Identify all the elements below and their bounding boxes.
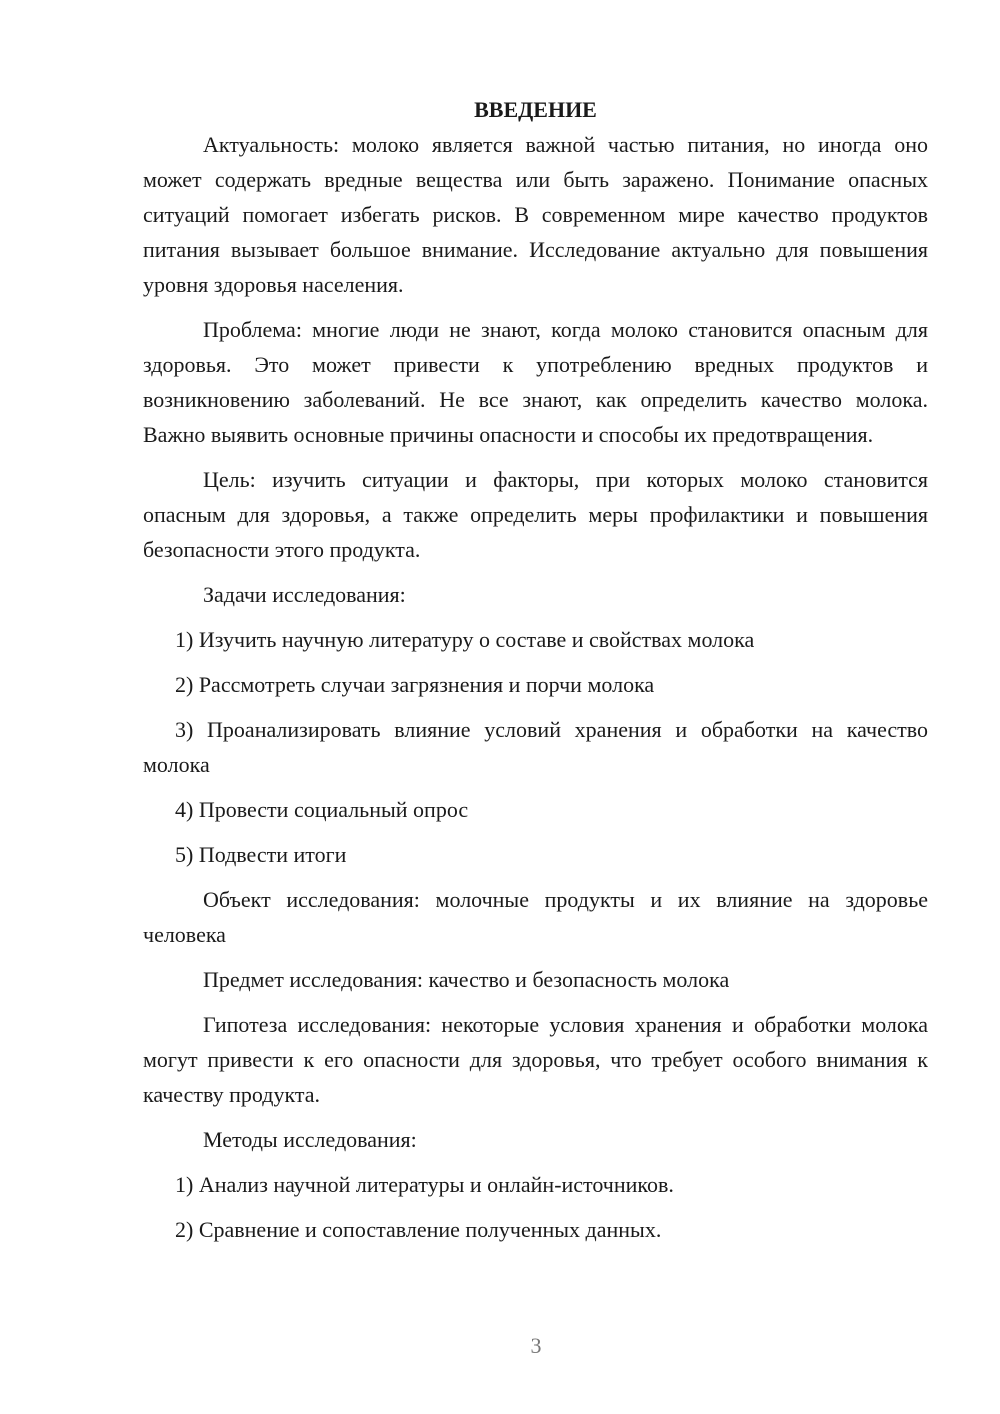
task-item: 3) Проанализировать влияние условий хранения и обработки на качество молока [143,717,928,777]
task-item: 2) Рассмотреть случаи загрязнения и порчи молока [175,672,655,697]
tasks-label: Задачи исследования: [203,582,406,607]
task-item: 4) Провести социальный опрос [175,797,469,822]
task-item: 1) Изучить научную литературу о составе и свойствах молока [175,627,755,652]
problem-paragraph: Проблема: многие люди не знают, когда молоко становится опасным для здоровья. Это может привести к употреблению вредных продуктов и возникновению заболеваний. Не все знают, как определить качество молока. Важно выявить основные причины опасности и способы их предотвращения. [143,317,928,447]
method-item: 1) Анализ научной литературы и онлайн-источников. [175,1172,674,1197]
methods-label: Методы исследования: [203,1127,417,1152]
section-title: ВВЕДЕНИЕ [474,97,597,122]
goal-paragraph: Цель: изучить ситуации и факторы, при которых молоко становится опасным для здоровья, а также определить меры профилактики и повышения безопасности этого продукта. [143,467,928,562]
subject-paragraph: Предмет исследования: качество и безопасность молока [203,967,730,992]
object-paragraph: Объект исследования: молочные продукты и их влияние на здоровье человека [143,887,928,947]
method-item: 2) Сравнение и сопоставление полученных данных. [175,1217,662,1242]
document-page [143,92,928,1257]
relevance-paragraph: Актуальность: молоко является важной частью питания, но иногда оно может содержать вредные вещества или быть заражено. Понимание опасных ситуаций помогает избегать рисков. В современном мире качество продуктов питания вызывает большое внимание. Исследование актуально для повышения уровня здоровья населения. [143,132,928,297]
task-item: 5) Подвести итоги [175,842,347,867]
page-number: 3 [530,1333,542,1358]
hypothesis-paragraph: Гипотеза исследования: некоторые условия хранения и обработки молока могут привести к его опасности для здоровья, что требует особого внимания к качеству продукта. [143,1012,928,1107]
